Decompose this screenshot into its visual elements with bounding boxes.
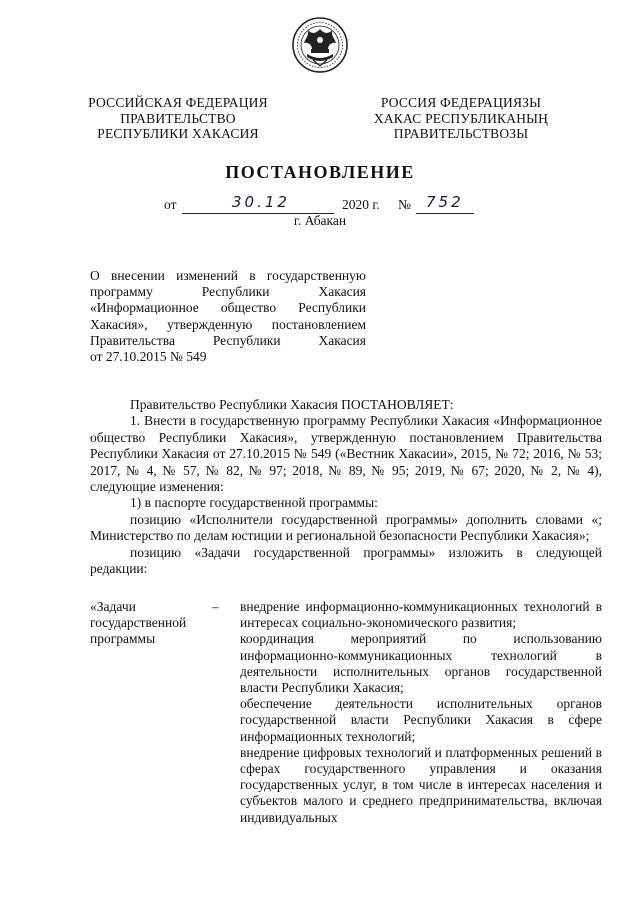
city: г. Абакан <box>293 213 347 228</box>
decree-line: Правительство Республики Хакасия ПОСТАНОВЛЯЕТ: <box>130 397 454 412</box>
item-1-sub-1: 1) в паспорте государственной программы: <box>130 495 378 511</box>
subject-line-3: «Информационное общество Республики <box>90 300 366 316</box>
task-item-3: обеспечение деятельности исполнительных органов государственной власти Республики Хакасия в сфере информационных технологий; <box>240 696 602 744</box>
item-1: 1. Внести в государственную программу Республики Хакасия «Информационное общество Республики Хакасия», утвержденную постановлением Правительства Республики Хакасия от 27.10.2015 № 549 («Вестник Хакасии», 2015, № 72; 2016, № 53; 2017, № 4, № 57, № 82, № 97; 2018, № 89, № 95; 2019, № 67; 2020, № 2, № 4), следующие изменения: <box>90 413 602 495</box>
subject-line-1: О внесении изменений в государственную <box>90 268 366 283</box>
tasks-list <box>240 599 602 826</box>
header-right-line-3: ПРАВИТЕЛЬСТВОЗЫ <box>393 126 529 141</box>
header-left-line-1: РОССИЙСКАЯ ФЕДЕРАЦИЯ <box>88 95 268 110</box>
header-left-line-3: РЕСПУБЛИКИ ХАКАСИЯ <box>97 126 259 141</box>
header-right-line-1: РОССИЯ ФЕДЕРАЦИЯЗЫ <box>380 95 542 110</box>
handwritten-number: 752 <box>426 193 464 211</box>
year-label: 2020 г. <box>342 197 380 212</box>
coat-of-arms-seal <box>291 16 349 74</box>
number-label: № <box>398 197 411 212</box>
subject-line-2: программу Республики Хакасия <box>90 284 366 300</box>
task-item-1: внедрение информационно-коммуникационных технологий в интересах социально-экономического развития; <box>240 599 602 631</box>
handwritten-date: 30.12 <box>232 193 290 211</box>
document-body <box>90 397 602 577</box>
subject-block <box>90 268 366 365</box>
header-left-line-2: ПРАВИТЕЛЬСТВО <box>120 110 236 126</box>
subject-line-4: Хакасия», утвержденную постановлением <box>90 316 366 332</box>
header-left-russian <box>78 95 278 142</box>
position-performers: позицию «Исполнители государственной программы» дополнить словами «; Министерство по делам юстиции и региональной безопасности Республики Хакасия»; <box>90 511 602 544</box>
tasks-label: «Задачи государственной программы <box>90 599 187 647</box>
position-tasks: позицию «Задачи государственной программы» изложить в следующей редакции: <box>90 544 602 577</box>
subject-line-6: от 27.10.2015 № 549 <box>90 349 207 365</box>
task-item-2: координация мероприятий по использованию информационно-коммуникационных технологий в деятельности исполнительных органов государственной власти Республики Хакасия; <box>240 631 602 696</box>
subject-line-5: Правительства Республики Хакасия <box>90 332 366 348</box>
tasks-dash: – <box>212 599 219 614</box>
task-item-4: внедрение цифровых технологий и платформенных решений в сферах государственного управления и оказания государственных услуг, в том числе в интересах населения и субъектов малого и среднего предпринимательства, включая индивидуальных <box>240 744 602 825</box>
document-title: ПОСТАНОВЛЕНИЕ <box>225 162 415 182</box>
from-label: от <box>164 197 177 212</box>
header-right-khakas <box>366 95 556 142</box>
header-right-line-2: ХАКАС РЕСПУБЛИКАНЫҢ <box>373 110 549 126</box>
